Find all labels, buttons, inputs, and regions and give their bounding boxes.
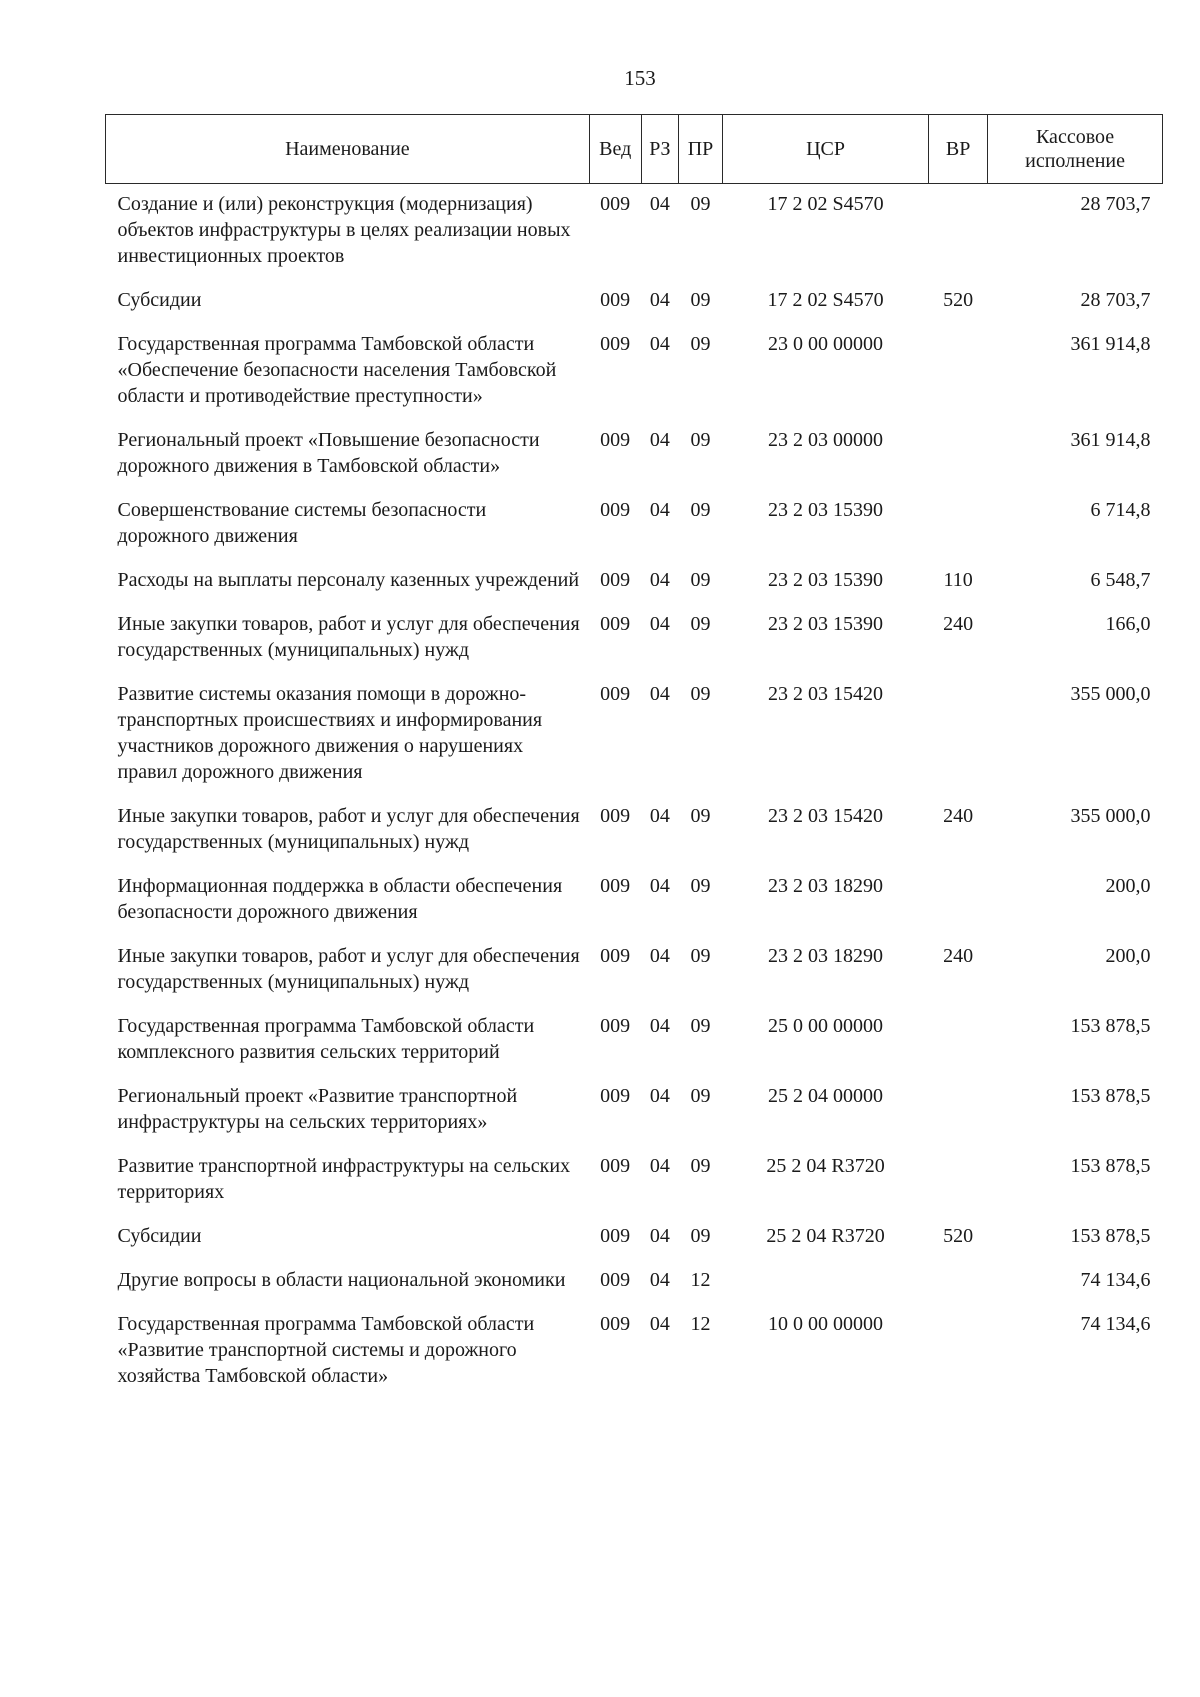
cell-pr: 09 xyxy=(690,1015,711,1037)
table-row xyxy=(106,1146,1163,1216)
header-ved: Вед xyxy=(589,115,641,184)
cell-pr: 12 xyxy=(690,1313,711,1335)
cell-sum: 6 714,8 xyxy=(1090,499,1151,521)
header-vr: ВР xyxy=(929,115,988,184)
cell-sum: 153 878,5 xyxy=(1070,1225,1151,1247)
cell-pr: 12 xyxy=(690,1269,711,1291)
cell-pr: 09 xyxy=(690,1085,711,1107)
cell-name: Информационная поддержка в области обеспечения безопасности дорожного движения xyxy=(117,875,563,923)
cell-name: Государственная программа Тамбовской области «Развитие транспортной системы и дорожного хозяйства Тамбовской области» xyxy=(117,1313,535,1387)
cell-sum: 361 914,8 xyxy=(1070,429,1151,451)
cell-ved: 009 xyxy=(600,499,631,521)
header-name: Наименование xyxy=(106,115,590,184)
cell-ved: 009 xyxy=(600,683,631,705)
cell-name: Субсидии xyxy=(117,289,202,311)
cell-ved: 009 xyxy=(600,289,631,311)
cell-sum: 6 548,7 xyxy=(1090,569,1151,591)
cell-pr: 09 xyxy=(690,289,711,311)
cell-pr: 09 xyxy=(690,945,711,967)
table-row xyxy=(106,674,1163,796)
cell-rz: 04 xyxy=(649,333,670,355)
cell-sum: 28 703,7 xyxy=(1080,289,1151,311)
cell-name: Государственная программа Тамбовской области «Обеспечение безопасности населения Тамбовской области и противодействие преступности» xyxy=(117,333,557,407)
header-sum: Кассовое исполнение xyxy=(988,115,1163,184)
cell-ved: 009 xyxy=(600,1313,631,1335)
table-row xyxy=(106,1260,1163,1304)
cell-ved: 009 xyxy=(600,945,631,967)
cell-pr: 09 xyxy=(690,499,711,521)
cell-name: Региональный проект «Повышение безопасности дорожного движения в Тамбовской области» xyxy=(117,429,540,477)
cell-ved: 009 xyxy=(600,1015,631,1037)
table-row xyxy=(106,1076,1163,1146)
cell-pr: 09 xyxy=(690,613,711,635)
cell-vr xyxy=(929,490,988,560)
cell-ved: 009 xyxy=(600,875,631,897)
cell-rz: 04 xyxy=(649,569,670,591)
cell-ved: 009 xyxy=(600,613,631,635)
cell-csr: 23 2 03 18290 xyxy=(768,945,884,967)
cell-csr: 10 0 00 00000 xyxy=(768,1313,884,1335)
cell-csr: 23 2 03 15420 xyxy=(768,683,884,705)
cell-vr: 240 xyxy=(943,945,974,967)
cell-vr xyxy=(929,1146,988,1216)
cell-csr: 23 2 03 15420 xyxy=(768,805,884,827)
cell-name: Иные закупки товаров, работ и услуг для обеспечения государственных (муниципальных) нужд xyxy=(117,613,580,661)
cell-vr: 240 xyxy=(943,805,974,827)
cell-sum: 153 878,5 xyxy=(1070,1155,1151,1177)
cell-csr: 23 2 03 15390 xyxy=(768,569,884,591)
cell-csr: 23 2 03 15390 xyxy=(768,499,884,521)
cell-rz: 04 xyxy=(649,1085,670,1107)
cell-csr: 17 2 02 S4570 xyxy=(767,289,884,311)
cell-ved: 009 xyxy=(600,1155,631,1177)
cell-sum: 74 134,6 xyxy=(1080,1313,1151,1335)
cell-rz: 04 xyxy=(649,193,670,215)
cell-rz: 04 xyxy=(649,683,670,705)
cell-name: Создание и (или) реконструкция (модернизация) объектов инфраструктуры в целях реализации новых инвестиционных проектов xyxy=(117,193,571,267)
cell-name: Государственная программа Тамбовской области комплексного развития сельских территорий xyxy=(117,1015,535,1063)
cell-rz: 04 xyxy=(649,613,670,635)
cell-vr: 240 xyxy=(943,613,974,635)
cell-vr xyxy=(929,674,988,796)
header-pr: ПР xyxy=(679,115,723,184)
cell-pr: 09 xyxy=(690,429,711,451)
cell-rz: 04 xyxy=(649,945,670,967)
cell-sum: 153 878,5 xyxy=(1070,1015,1151,1037)
cell-name: Развитие транспортной инфраструктуры на сельских территориях xyxy=(117,1155,571,1203)
table-row xyxy=(106,1216,1163,1260)
cell-pr: 09 xyxy=(690,683,711,705)
header-csr: ЦСР xyxy=(722,115,928,184)
cell-ved: 009 xyxy=(600,805,631,827)
page-number: 153 xyxy=(624,66,656,90)
cell-ved: 009 xyxy=(600,429,631,451)
budget-table xyxy=(105,114,1163,1400)
table-row xyxy=(106,420,1163,490)
table-header xyxy=(106,115,1163,184)
table-row xyxy=(106,490,1163,560)
cell-csr: 25 2 04 00000 xyxy=(768,1085,884,1107)
cell-sum: 166,0 xyxy=(1105,613,1151,635)
table-row xyxy=(106,796,1163,866)
table-row xyxy=(106,936,1163,1006)
table-row xyxy=(106,1006,1163,1076)
cell-name: Развитие системы оказания помощи в дорожно-транспортных происшествиях и информирования участников дорожного движения о нарушениях правил дорожного движения xyxy=(117,683,543,783)
table-body xyxy=(106,184,1163,1401)
cell-vr xyxy=(929,184,988,281)
cell-name: Совершенствование системы безопасности дорожного движения xyxy=(117,499,487,547)
cell-vr xyxy=(929,420,988,490)
cell-vr xyxy=(929,1260,988,1304)
table-row xyxy=(106,280,1163,324)
cell-pr: 09 xyxy=(690,333,711,355)
table-row xyxy=(106,560,1163,604)
cell-pr: 09 xyxy=(690,805,711,827)
cell-sum: 355 000,0 xyxy=(1070,683,1151,705)
cell-pr: 09 xyxy=(690,1225,711,1247)
cell-name: Другие вопросы в области национальной экономики xyxy=(117,1269,566,1291)
table-row xyxy=(106,184,1163,281)
cell-pr: 09 xyxy=(690,875,711,897)
cell-ved: 009 xyxy=(600,1085,631,1107)
cell-rz: 04 xyxy=(649,1225,670,1247)
cell-rz: 04 xyxy=(649,289,670,311)
cell-csr: 25 2 04 R3720 xyxy=(766,1225,885,1247)
table-row xyxy=(106,1304,1163,1400)
cell-csr: 23 2 03 15390 xyxy=(768,613,884,635)
cell-pr: 09 xyxy=(690,569,711,591)
cell-rz: 04 xyxy=(649,875,670,897)
cell-pr: 09 xyxy=(690,1155,711,1177)
cell-pr: 09 xyxy=(690,193,711,215)
cell-ved: 009 xyxy=(600,1269,631,1291)
table-row xyxy=(106,866,1163,936)
cell-sum: 28 703,7 xyxy=(1080,193,1151,215)
cell-csr: 23 0 00 00000 xyxy=(768,333,884,355)
cell-csr: 17 2 02 S4570 xyxy=(767,193,884,215)
cell-name: Региональный проект «Развитие транспортной инфраструктуры на сельских территориях» xyxy=(117,1085,518,1133)
cell-vr xyxy=(929,1006,988,1076)
header-rz: РЗ xyxy=(641,115,679,184)
cell-sum: 153 878,5 xyxy=(1070,1085,1151,1107)
cell-sum: 355 000,0 xyxy=(1070,805,1151,827)
cell-ved: 009 xyxy=(600,193,631,215)
cell-rz: 04 xyxy=(649,499,670,521)
cell-vr xyxy=(929,1304,988,1400)
cell-vr xyxy=(929,866,988,936)
cell-sum: 200,0 xyxy=(1105,945,1151,967)
cell-rz: 04 xyxy=(649,805,670,827)
cell-csr: 23 2 03 18290 xyxy=(768,875,884,897)
cell-rz: 04 xyxy=(649,429,670,451)
cell-name: Субсидии xyxy=(117,1225,202,1247)
cell-rz: 04 xyxy=(649,1155,670,1177)
cell-ved: 009 xyxy=(600,1225,631,1247)
cell-ved: 009 xyxy=(600,333,631,355)
table-row xyxy=(106,604,1163,674)
cell-rz: 04 xyxy=(649,1015,670,1037)
cell-csr: 25 0 00 00000 xyxy=(768,1015,884,1037)
cell-csr: 23 2 03 00000 xyxy=(768,429,884,451)
cell-csr: 25 2 04 R3720 xyxy=(766,1155,885,1177)
cell-vr xyxy=(929,1076,988,1146)
cell-rz: 04 xyxy=(649,1269,670,1291)
cell-vr xyxy=(929,324,988,420)
cell-sum: 200,0 xyxy=(1105,875,1151,897)
cell-vr: 520 xyxy=(943,289,974,311)
cell-ved: 009 xyxy=(600,569,631,591)
cell-name: Расходы на выплаты персоналу казенных учреждений xyxy=(117,569,580,591)
cell-rz: 04 xyxy=(649,1313,670,1335)
cell-sum: 361 914,8 xyxy=(1070,333,1151,355)
cell-csr xyxy=(722,1260,928,1304)
cell-sum: 74 134,6 xyxy=(1080,1269,1151,1291)
table-row xyxy=(106,324,1163,420)
cell-name: Иные закупки товаров, работ и услуг для обеспечения государственных (муниципальных) нужд xyxy=(117,945,580,993)
cell-vr: 520 xyxy=(943,1225,974,1247)
cell-vr: 110 xyxy=(943,569,973,591)
cell-name: Иные закупки товаров, работ и услуг для обеспечения государственных (муниципальных) нужд xyxy=(117,805,580,853)
